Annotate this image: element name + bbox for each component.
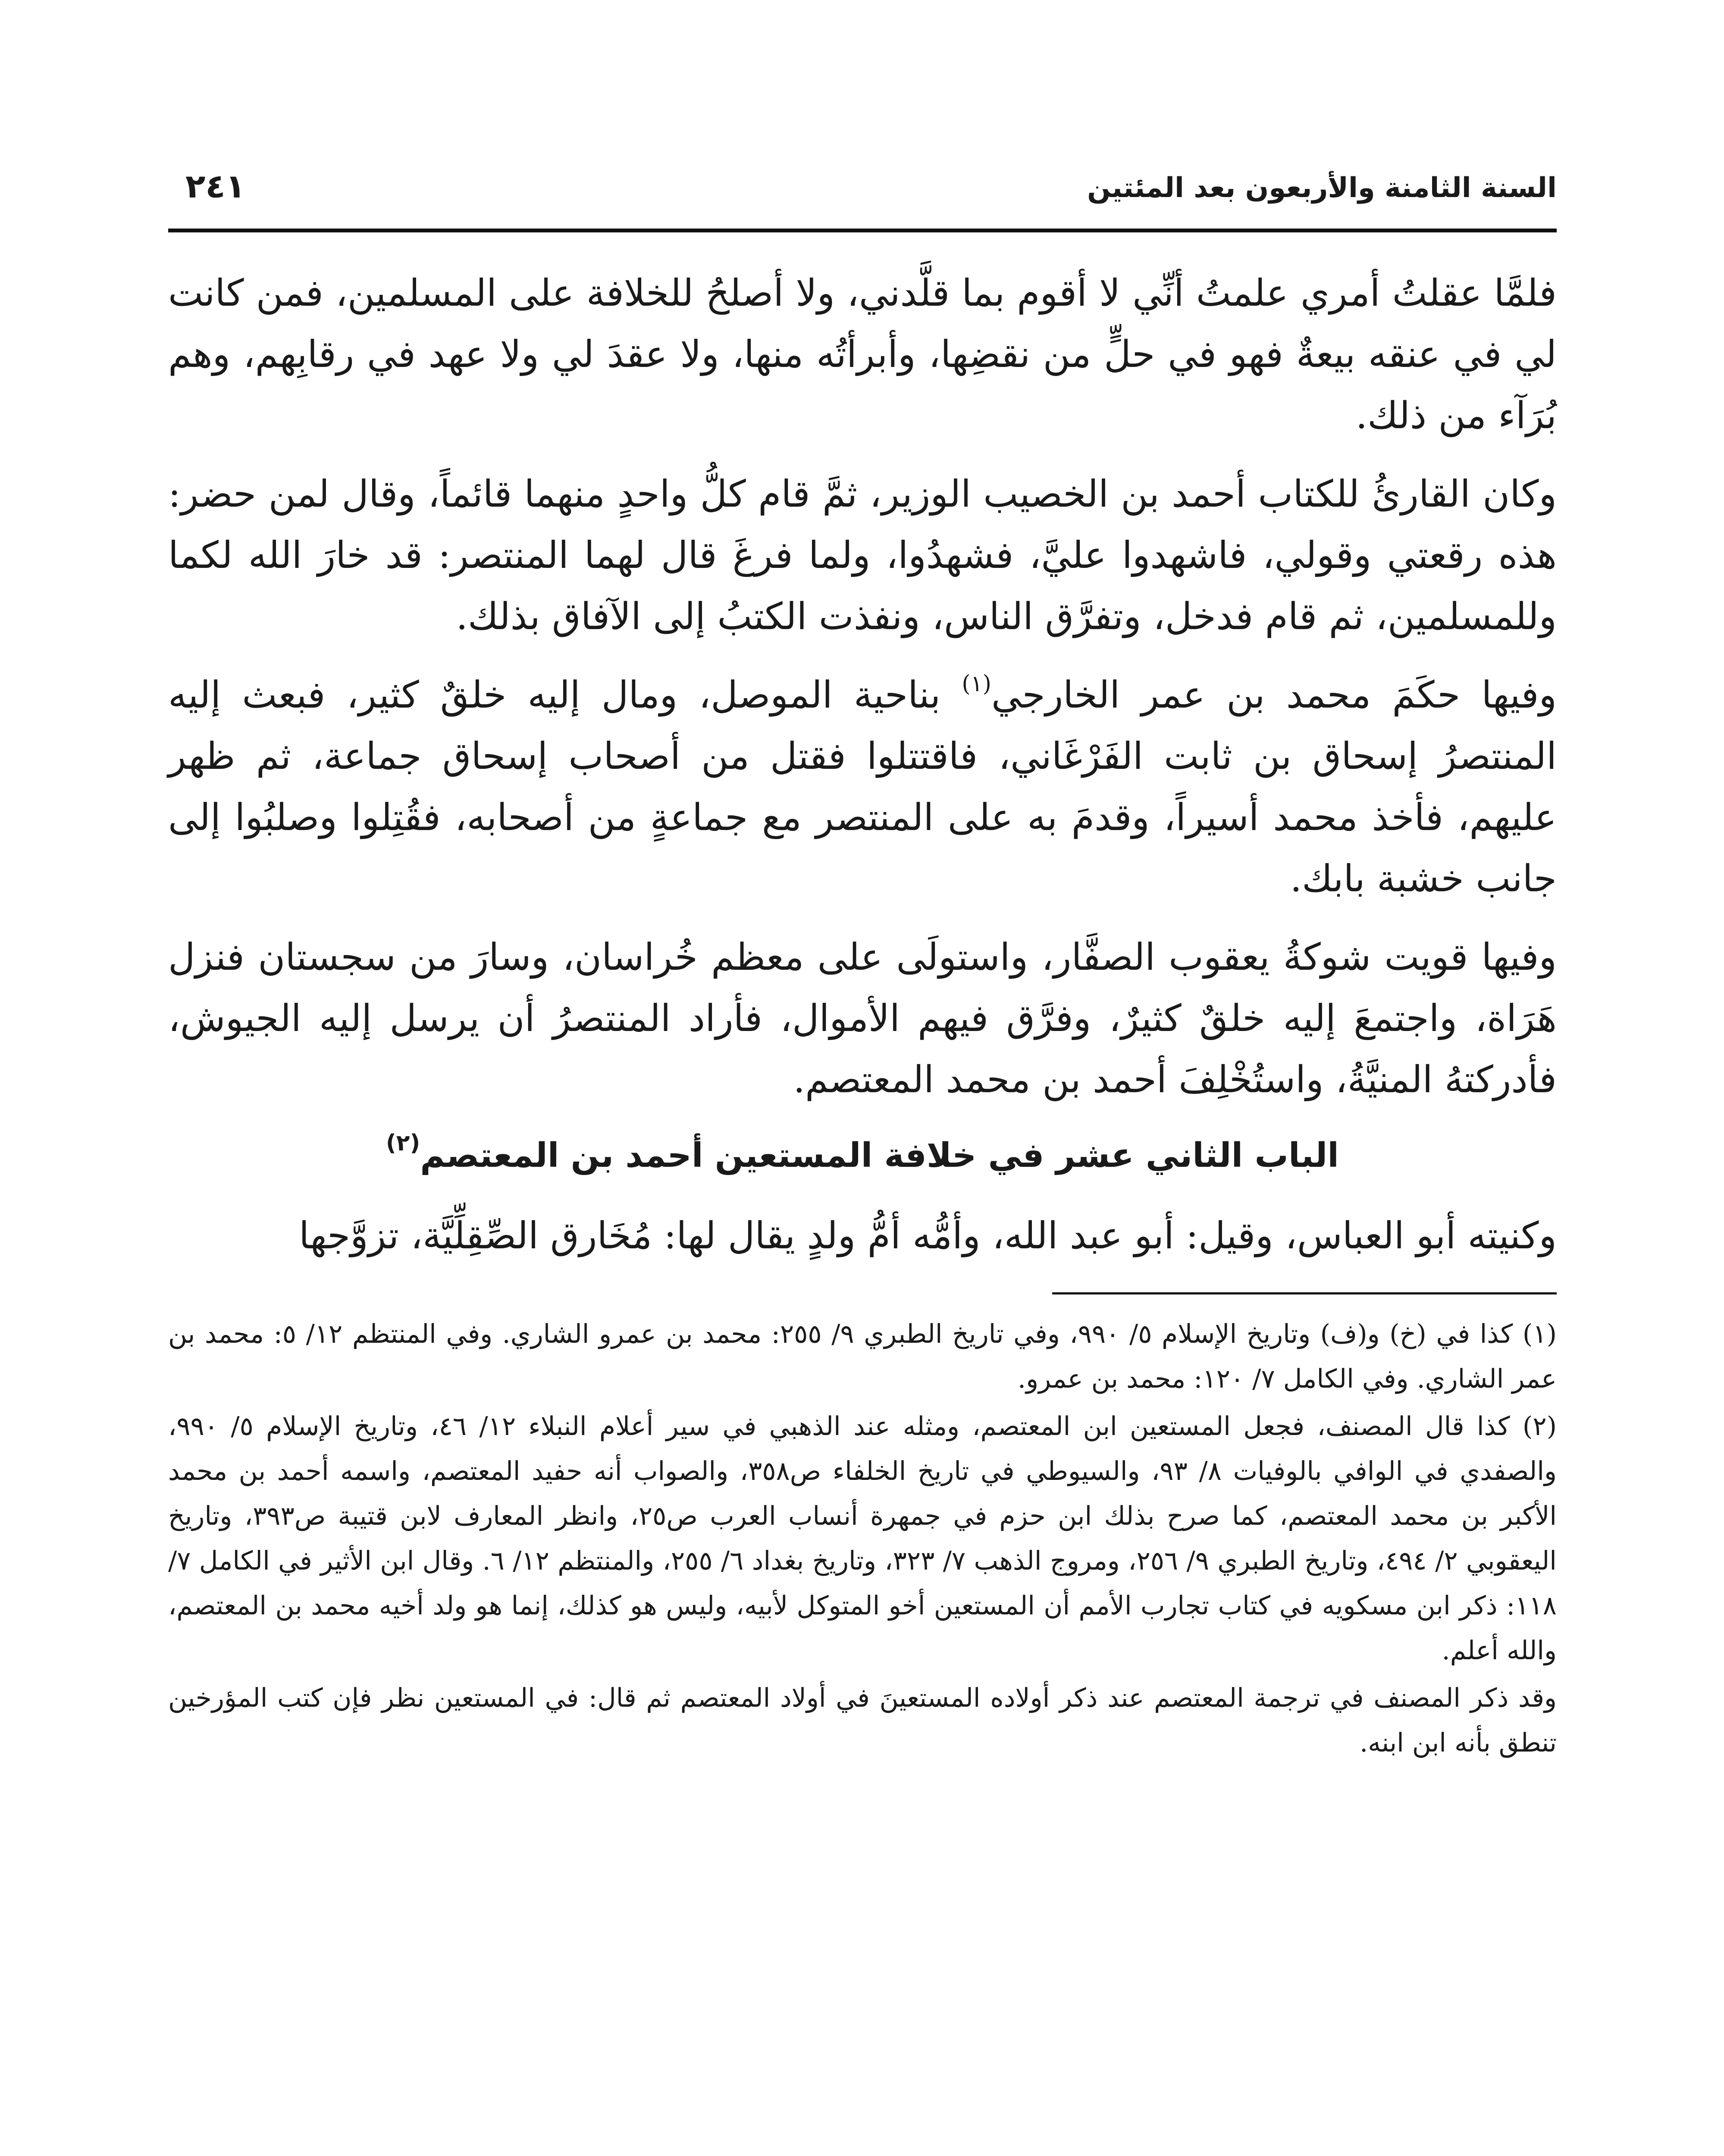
paragraph: وفيها قويت شوكةُ يعقوب الصفَّار، واستولَى على معظم خُراسان، وسارَ من سجستان فنزل هَرَاة، واجتمعَ إليه خلقٌ كثيرٌ، وفرَّق فيهم الأموال، فأراد المنتصرُ أن يرسل إليه الجيوش، فأدركتهُ المنيَّةُ، واستُخْلِفَ أحمد بن محمد المعتصم. (168, 936, 1557, 1101)
footnote-separator (1052, 1292, 1557, 1294)
paragraph: فلمَّا عقلتُ أمري علمتُ أنِّي لا أقوم بما قلَّدني، ولا أصلحُ للخلافة على المسلمين، فمن كانت لي في عنقه بيعةٌ فهو في حلٍّ من نقضِها، وأبرأتُه منها، ولا عقدَ لي ولا عهد في رقابِهم، وهم بُرَآء من ذلك. (168, 272, 1557, 437)
footnotes (168, 1312, 1557, 1765)
paragraph (168, 664, 1557, 909)
paragraph-text: وفيها حكَمَ محمد بن عمر الخارجي (991, 674, 1557, 717)
chapter-heading (168, 1128, 1557, 1184)
running-header (168, 164, 1557, 232)
paragraph: وكنيته أبو العباس، وقيل: أبو عبد الله، وأمُّه أمُّ ولدٍ يقال لها: مُخَارق الصِّقِلِّيَّة، تزوَّجها (299, 1214, 1557, 1257)
footnote-text: وقد ذكر المصنف في ترجمة المعتصم عند ذكر أولاده المستعينَ في أولاد المعتصم ثم قال: في المستعين نظر فإن كتب المؤرخين تنطق بأنه ابن ابنه. (168, 1683, 1557, 1758)
page-number: ٢٤١ (185, 167, 246, 205)
chapter-heading-text: الباب الثاني عشر في خلافة المستعين أحمد بن المعتصم (420, 1136, 1339, 1175)
footnote-reference[interactable]: (١) (962, 671, 991, 697)
footnote-text: كذا قال المصنف، فجعل المستعين ابن المعتصم، ومثله عند الذهبي في سير أعلام النبلاء ١٢/ ٤٦، وتاريخ الإسلام ٥/ ٩٩٠، والصفدي في الوافي بالوفيات ٨/ ٩٣، والسيوطي في تاريخ الخلفاء ص٣٥٨، والصواب أنه حفيد المعتصم، واسمه أحمد بن محمد الأكبر بن محمد المعتصم، كما صرح بذلك ابن حزم في جمهرة أنساب العرب ص٢٥، وانظر المعارف لابن قتيبة ص٣٩٣، وتاريخ اليعقوبي ٢/ ٤٩٤، وتاريخ الطبري ٩/ ٢٥٦، ومروج الذهب ٧/ ٣٢٣، وتاريخ بغداد ٦/ ٢٥٥، والمنتظم ١٢/ ٦. وقال ابن الأثير في الكامل ٧/ ١١٨: ذكر ابن مسكويه في كتاب تجارب الأمم أن المستعين أخو المتوكل لأبيه، وليس هو كذلك، إنما هو ولد أخيه محمد بن المعتصم، والله أعلم. (168, 1411, 1557, 1666)
footnote-reference[interactable]: (٢) (386, 1130, 420, 1156)
footnote-number: (١) (1522, 1319, 1557, 1349)
footnote (168, 1676, 1557, 1765)
footnote-number: (٢) (1522, 1411, 1557, 1442)
footnote-text: كذا في (خ) و(ف) وتاريخ الإسلام ٥/ ٩٩٠، وفي تاريخ الطبري ٩/ ٢٥٥: محمد بن عمرو الشاري. وفي المنتظم ١٢/ ٥: محمد بن عمر الشاري. وفي الكامل ٧/ ١٢٠: محمد بن عمرو. (168, 1319, 1557, 1394)
main-text (168, 263, 1557, 1266)
book-page (168, 164, 1557, 2156)
footnote (168, 1312, 1557, 1401)
paragraph-text: بناحية الموصل، ومال إليه خلقٌ كثير، فبعث إليه المنتصرُ إسحاق بن ثابت الفَرْغَاني، فاقتتلوا فقتل من أصحاب إسحاق جماعة، ثم ظهر عليهم، فأخذ محمد أسيراً، وقدمَ به على المنتصر مع جماعةٍ من أصحابه، فقُتِلوا وصلبُوا إلى جانب خشبة بابك. (168, 674, 1557, 900)
paragraph: وكان القارئُ للكتاب أحمد بن الخصيب الوزير، ثمَّ قام كلُّ واحدٍ منهما قائماً، وقال لمن حضر: هذه رقعتي وقولي، فاشهدوا عليَّ، فشهدُوا، ولما فرغَ قال لهما المنتصر: قد خارَ الله لكما وللمسلمين، ثم قام فدخل، وتفرَّق الناس، ونفذت الكتبُ إلى الآفاق بذلك. (168, 473, 1557, 638)
footnote (168, 1404, 1557, 1673)
running-title: السنة الثامنة والأربعون بعد المئتين (1087, 172, 1557, 204)
